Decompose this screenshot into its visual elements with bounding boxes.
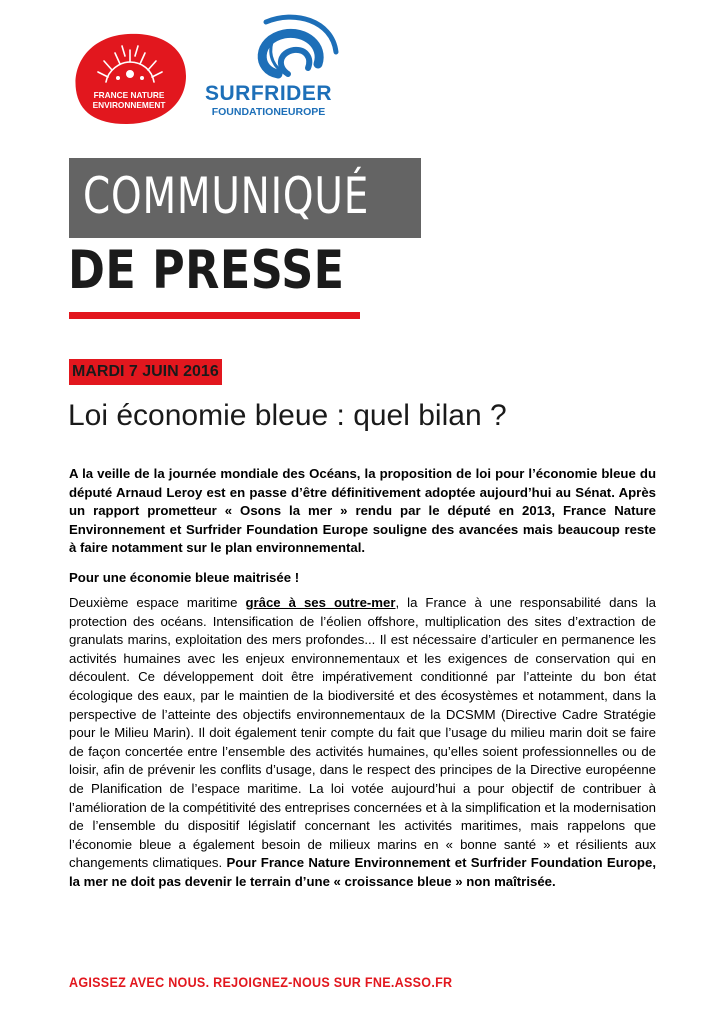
lead-paragraph: A la veille de la journée mondiale des Océans, la proposition de loi pour l’économie bleue du député Arnaud Leroy est en passe d’être définitivement adoptée aujourd’hui au Sénat. Après un rapport prometteur « Osons la mer » rendu par le député en 2013, France Nature Environnement et Surfrider Foundation Europe souligne des avancées mais beaucoup reste à faire notamment sur le plan environnemental. xyxy=(69,466,656,556)
outre-mer-link[interactable]: grâce à ses outre-mer xyxy=(245,595,396,610)
fne-logo-line2: ENVIRONNEMENT xyxy=(92,100,166,110)
wave-icon xyxy=(196,12,341,84)
surfrider-logo xyxy=(196,12,341,120)
surfrider-subtitle: FOUNDATIONEUROPE xyxy=(211,106,326,118)
fne-logo-line1: FRANCE NATURE xyxy=(93,90,165,100)
body-paragraph xyxy=(69,594,656,892)
fne-logo xyxy=(70,32,188,126)
date-badge: MARDI 7 JUIN 2016 xyxy=(69,359,222,385)
body-text: , la France à une responsabilité dans la protection des océans. Intensification de l’éolien offshore, multiplication des sites d’extraction de granulats marins, exploitation des mers profondes... Il est nécessaire d’articuler en permanence les activités humaines avec les enjeux environnementaux et les exigences de conservation qui en découlent. Ce développement doit être impérativement conditionné par l’atteinte du bon état écologique des eaux, par le maintien de la biodiversité et des écosystèmes et notamment, dans la perspective de l’atteinte des objectifs environnementaux de la DCSMM (Directive Cadre Stratégie pour le Milieu Marin). Il doit également tenir compte du fait que l’usage du milieu marin doit se faire de façon concertée entre l’ensemble des activités humaines, qu’elles soient professionnelles ou de loisir, afin de prévenir les conflits d’usage, dans le respect des principes de la Directive européenne de Planification de l’espace maritime. La loi votée aujourd’hui a pour objectif de contribuer à l’amélioration de la compétitivité des entreprises concernées et à la simplification et la modernisation de l’ensemble du dispositif législatif concernant les activités maritimes, mais rappelons que l’économie bleue a également besoin de milieux marins en « bonne santé » et résilients aux changements climatiques. xyxy=(69,595,656,871)
page-title: Loi économie bleue : quel bilan ? xyxy=(68,399,507,432)
communique-banner xyxy=(69,158,421,238)
section-heading: Pour une économie bleue maitrisée ! xyxy=(69,570,300,585)
body-text-start: Deuxième espace maritime xyxy=(69,595,246,610)
communique-label: COMMUNIQUÉ xyxy=(83,167,370,225)
surfrider-name: SURFRIDER xyxy=(204,82,332,105)
presse-underline xyxy=(69,312,360,319)
footer-call-to-action: AGISSEZ AVEC NOUS. REJOIGNEZ-NOUS SUR FNE.ASSO.FR xyxy=(69,975,453,990)
presse-label: DE PRESSE xyxy=(68,240,345,301)
body-conclusion: Pour France Nature Environnement et Surfrider Foundation Europe, la mer ne doit pas devenir le terrain d’une « croissance bleue » non maîtrisée. xyxy=(69,855,656,889)
